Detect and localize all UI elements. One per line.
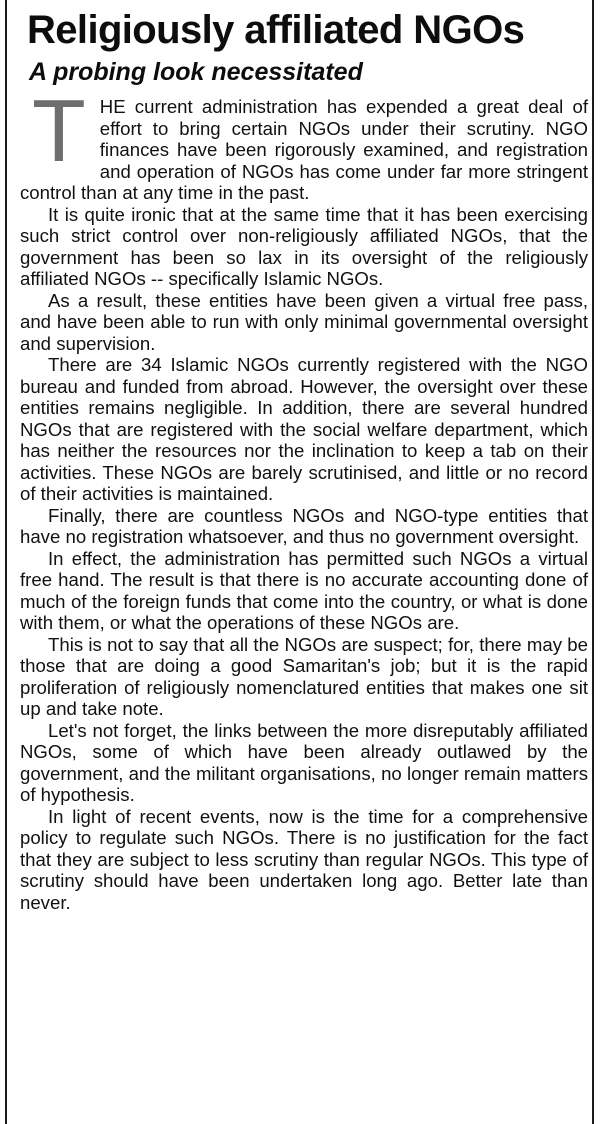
article-body xyxy=(20,81,588,913)
article-paragraph-7: This is not to say that all the NGOs are suspect; for, there may be those that are doing a good Samaritan's job; but it is the rapid proliferation of religiously nomenclatured entities that makes one sit up and take note. xyxy=(20,633,588,719)
headline: Religiously affiliated NGOs xyxy=(27,8,525,52)
editorial-column xyxy=(5,0,594,1124)
article-paragraph-1 xyxy=(20,81,588,204)
paragraph-1-text: HE current administration has expended a great deal of effort to bring certain NGOs under their scrutiny. NGO finances have been rigorously examined, and registration and operation of NGOs has come under far more stringent control than at any time in the past. xyxy=(20,96,588,203)
article-paragraph-4: There are 34 Islamic NGOs currently registered with the NGO bureau and funded from abroad. However, the oversight over these entities remains negligible. In addition, there are several hundred NGOs that are registered with the social welfare department, which has neither the resources nor the inclination to keep a tab on their activities. These NGOs are barely scrutinised, and little or no record of their activities is maintained. xyxy=(20,354,588,504)
drop-cap: T xyxy=(32,81,86,180)
article-paragraph-3: As a result, these entities have been given a virtual free pass, and have been able to run with only minimal governmental oversight and supervision. xyxy=(20,289,588,354)
article-paragraph-2: It is quite ironic that at the same time that it has been exercising such strict control over non-religiously affiliated NGOs, that the government has been so lax in its oversight of the religiously affiliated NGOs -- specifically Islamic NGOs. xyxy=(20,203,588,289)
article-paragraph-8: Let's not forget, the links between the more disreputably affiliated NGOs, some of which have been already outlawed by the government, and the militant organisations, no longer remain matters of hypothesis. xyxy=(20,719,588,805)
subheadline: A probing look necessitated xyxy=(29,58,363,86)
article-paragraph-5: Finally, there are countless NGOs and NGO-type entities that have no registration whatsoever, and thus no government oversight. xyxy=(20,504,588,547)
article-paragraph-6: In effect, the administration has permitted such NGOs a virtual free hand. The result is that there is no accurate accounting done of much of the foreign funds that come into the country, or what is done with them, or what the operations of these NGOs are. xyxy=(20,547,588,633)
article-paragraph-9: In light of recent events, now is the time for a comprehensive policy to regulate such NGOs. There is no justification for the fact that they are subject to less scrutiny than regular NGOs. This type of scrutiny should have been undertaken long ago. Better late than never. xyxy=(20,805,588,913)
